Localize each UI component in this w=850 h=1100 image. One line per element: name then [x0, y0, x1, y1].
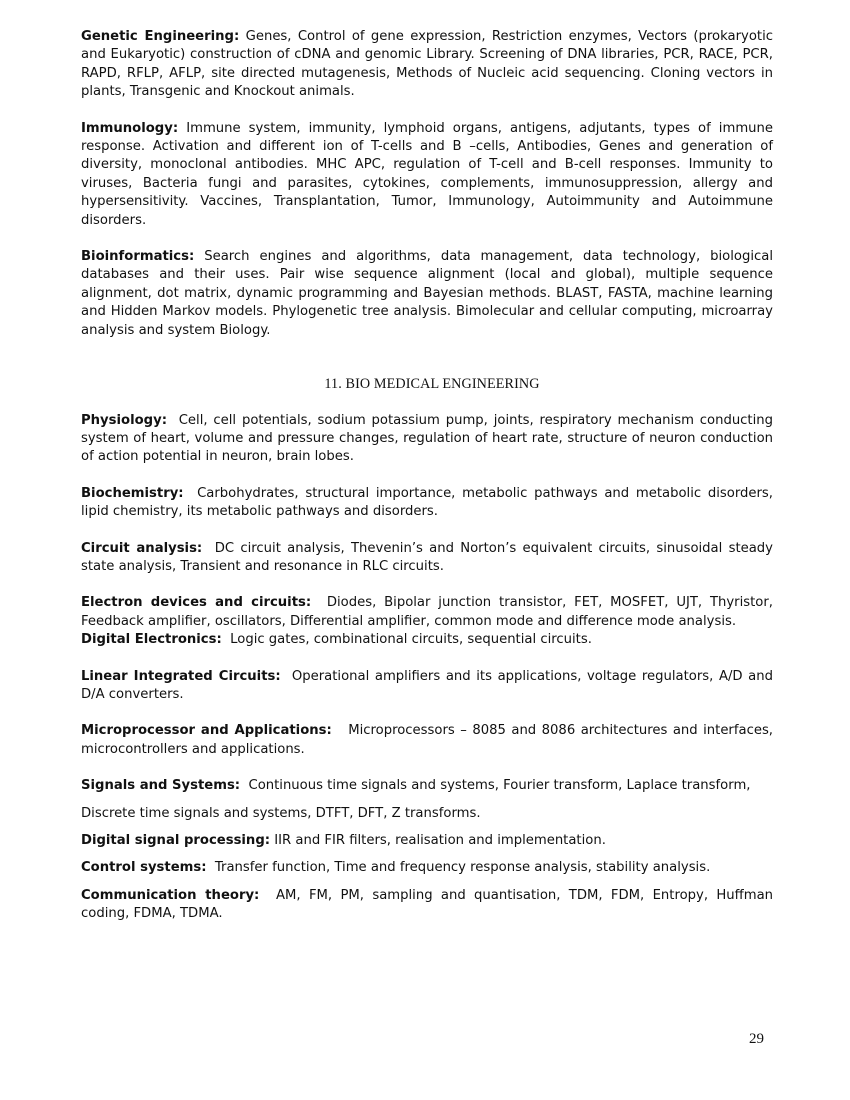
topic-heading: Signals and Systems:: [81, 778, 241, 794]
topic-heading: Biochemistry:: [81, 485, 184, 501]
topic-control-systems: [81, 859, 773, 877]
topic-genetic-engineering: [81, 28, 773, 102]
topic-physiology: [81, 412, 773, 467]
topic-body: Search engines and algorithms, data management, data technology, biological databases and their uses. Pair wise sequence alignment (local and global), multiple sequence alignment, dot matrix, dynamic programming and Bayesian methods. BLAST, FASTA, machine learning and Hidden Markov models. Phylogenetic tree analysis. Bimolecular and cellular computing, microarray analysis and system Biology.: [81, 249, 773, 338]
topic-body: IIR and FIR filters, realisation and implementation.: [274, 833, 606, 848]
topic-bioinformatics: [81, 248, 773, 340]
topic-heading: Bioinformatics:: [81, 249, 195, 265]
topic-heading: Linear Integrated Circuits:: [81, 668, 281, 684]
topic-body: Cell, cell potentials, sodium potassium pump, joints, respiratory mechanism conducting system of heart, volume and pressure changes, regulation of heart rate, structure of neuron conduction of action potential in neuron, brain lobes.: [81, 412, 773, 465]
topic-body: Immune system, immunity, lymphoid organs, antigens, adjutants, types of immune response. Activation and different ion of T-cells and B –cells, Antibodies, Genes and generation of diversity, monoclonal antibodies. MHC APC, regulation of T-cell and B-cell responses. Immunity to viruses, Bacteria fungi and parasites, cytokines, complements, immunosuppression, allergy and hypersensitivity. Vaccines, Transplantation, Tumor, Immunology, Autoimmunity and Autoimmune disorders.: [81, 120, 773, 228]
topic-body: Logic gates, combinational circuits, sequential circuits.: [230, 632, 592, 648]
section-title: 11. BIO MEDICAL ENGINEERING: [324, 376, 540, 393]
topic-signals-systems: [81, 777, 773, 795]
topic-heading: Digital signal processing:: [81, 833, 271, 848]
topic-digital-electronics: [81, 631, 773, 649]
topic-heading: Physiology:: [81, 412, 167, 428]
topic-heading: Circuit analysis:: [81, 540, 203, 556]
topic-body: Genes, Control of gene expression, Restriction enzymes, Vectors (prokaryotic and Eukaryotic) construction of cDNA and genomic Library. Screening of DNA libraries, PCR, RACE, PCR, RAPD, RFLP, AFLP, site directed mutagenesis, Methods of Nucleic acid sequencing. Cloning vectors in plants, Transgenic and Knockout animals.: [81, 29, 773, 100]
topic-heading: Communication theory:: [81, 887, 260, 903]
topic-body: Continuous time signals and systems, Fourier transform, Laplace transform,: [248, 778, 751, 794]
topic-linear-ic: [81, 668, 773, 705]
topic-body: Operational amplifiers and its applications, voltage regulators, A/D and D/A converters.: [81, 668, 773, 702]
topic-microprocessor: [81, 722, 773, 759]
topic-heading: Electron devices and circuits:: [81, 595, 312, 611]
topic-body: DC circuit analysis, Thevenin’s and Norton’s equivalent circuits, sinusoidal steady state analysis, Transient and resonance in RLC circuits.: [81, 540, 773, 574]
topic-communication-theory: [81, 887, 773, 924]
topic-immunology: [81, 120, 773, 230]
topic-body: AM, FM, PM, sampling and quantisation, TDM, FDM, Entropy, Huffman coding, FDMA, TDMA.: [81, 887, 774, 922]
topic-heading: Immunology:: [81, 120, 179, 136]
topic-circuit-analysis: [81, 540, 773, 577]
topic-biochemistry: [81, 485, 773, 522]
topic-body: Carbohydrates, structural importance, metabolic pathways and metabolic disorders, lipid chemistry, its metabolic pathways and disorders.: [81, 485, 773, 520]
page-number: 29: [749, 1031, 764, 1047]
topic-heading: Digital Electronics:: [81, 632, 222, 648]
topic-body: Transfer function, Time and frequency response analysis, stability analysis.: [214, 860, 711, 876]
topic-body: Diodes, Bipolar junction transistor, FET, MOSFET, UJT, Thyristor, Feedback amplifier, oscillators, Differential amplifier, common mode and difference mode analysis.: [81, 595, 773, 629]
topic-heading: Control systems:: [81, 860, 207, 876]
topic-body: Discrete time signals and systems, DTFT, DFT, Z transforms.: [81, 805, 481, 821]
topic-heading: Microprocessor and Applications:: [81, 723, 332, 739]
topic-heading: Genetic Engineering:: [81, 29, 240, 44]
topic-signals-systems-continued: [81, 805, 773, 823]
page-content: [81, 28, 773, 924]
topic-dsp: [81, 832, 773, 850]
topic-electron-devices: [81, 594, 773, 631]
topic-body: Microprocessors – 8085 and 8086 architectures and interfaces, microcontrollers and applications.: [81, 723, 774, 757]
